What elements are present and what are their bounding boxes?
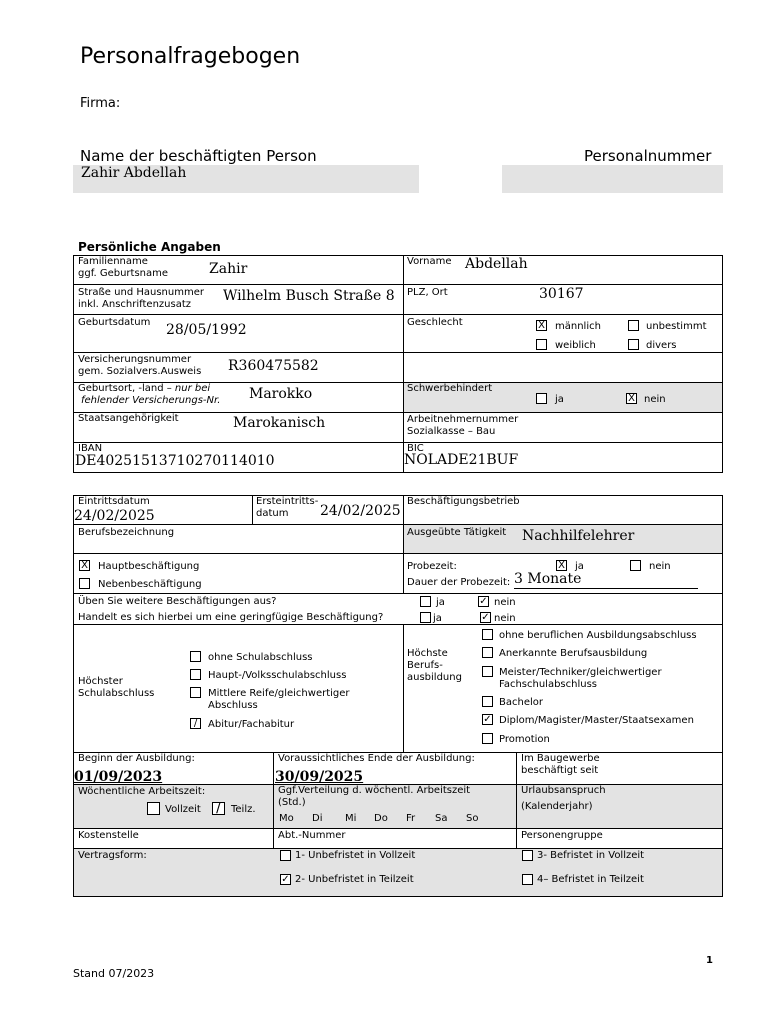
label-weitere-nein: nein: [494, 597, 516, 608]
geburtsort-label-1: Geburtsort, -land: [78, 383, 164, 394]
eintritt-label: Eintrittsdatum: [78, 496, 150, 507]
plz-value[interactable]: 30167: [539, 286, 584, 302]
label-vertrag-2: 2- Unbefristet in Teilzeit: [295, 874, 414, 885]
personalnummer-label: Personalnummer: [584, 147, 712, 165]
geburtsdatum-value[interactable]: 28/05/1992: [166, 322, 247, 338]
checkbox-ausbildung-0[interactable]: [482, 629, 493, 640]
label-weiblich: weiblich: [555, 340, 596, 351]
geburtsdatum-label: Geburtsdatum: [78, 317, 151, 328]
verteilung-label-2: (Std.): [278, 797, 306, 808]
strasse-value[interactable]: Wilhelm Busch Straße 8: [223, 288, 395, 304]
urlaub-label-2: (Kalenderjahr): [521, 801, 593, 812]
label-vollzeit: Vollzeit: [165, 804, 201, 815]
checkbox-neben[interactable]: [79, 578, 90, 589]
iban-value[interactable]: DE40251513710270114010: [75, 453, 275, 469]
day-so: So: [466, 813, 479, 824]
ausbildung-label-2: Berufs-: [407, 660, 443, 671]
woch-label: Wöchentliche Arbeitszeit:: [78, 786, 206, 797]
label-ausbildung-0: ohne beruflichen Ausbildungsabschluss: [499, 630, 697, 641]
label-neben: Nebenbeschäftigung: [98, 579, 202, 590]
checkbox-ausbildung-3[interactable]: [482, 696, 493, 707]
personalnummer-field[interactable]: [502, 165, 723, 193]
bau-label: [521, 753, 600, 777]
day-do: Do: [374, 813, 388, 824]
checkbox-ausbildung-4[interactable]: ✓: [483, 714, 492, 725]
geburtsort-label-dash: –: [163, 383, 175, 394]
label-schule-0: ohne Schulabschluss: [208, 652, 313, 663]
betrieb-label: Beschäftigungsbetrieb: [407, 496, 520, 507]
schule-label: [78, 676, 154, 700]
label-ausbildung-2: [499, 667, 662, 691]
checkbox-schule-2[interactable]: [190, 687, 201, 698]
checkbox-ausbildung-1[interactable]: [482, 647, 493, 658]
label-probe-nein: nein: [649, 561, 671, 572]
label-ausbildung-5: Promotion: [499, 734, 550, 745]
kosten-label: Kostenstelle: [78, 830, 139, 841]
ende-label: Voraussichtliches Ende der Ausbildung:: [278, 753, 475, 764]
label-haupt: Hauptbeschäftigung: [98, 561, 200, 572]
checkbox-schule-0[interactable]: [190, 651, 201, 662]
label-ausbildung-2a: Meister/Techniker/gleichwertiger: [499, 667, 662, 678]
weitere-question: Üben Sie weitere Beschäftigungen aus?: [78, 596, 277, 607]
strasse-label-1: Straße und Hausnummer: [78, 287, 204, 298]
geburtsort-label-italic-2: fehlender Versicherungs-Nr.: [81, 395, 221, 406]
taetigkeit-label: Ausgeübte Tätigkeit: [407, 527, 507, 538]
label-maennlich: männlich: [555, 321, 601, 332]
schule-label-2: Schulabschluss: [78, 688, 155, 699]
name-label: Name der beschäftigten Person: [80, 147, 317, 165]
checkbox-ausbildung-5[interactable]: [482, 733, 493, 744]
ersteintritt-label: [256, 496, 318, 520]
strasse-label-2: inkl. Anschriftenzusatz: [78, 299, 192, 310]
label-weitere-ja: ja: [436, 597, 445, 608]
vsnr-label-1: Versicherungsnummer: [78, 354, 192, 365]
dauer-value[interactable]: 3 Monate: [514, 571, 582, 587]
familienname-label-2: ggf. Geburtsname: [78, 268, 169, 279]
label-ausbildung-3: Bachelor: [499, 697, 543, 708]
page-number: 1: [706, 955, 713, 966]
checkbox-vertrag-1[interactable]: [280, 850, 291, 861]
arbeitnehmer-label-1: Arbeitnehmernummer: [407, 414, 519, 425]
label-schule-3: Abitur/Fachabitur: [208, 719, 295, 730]
vsnr-value[interactable]: R360475582: [228, 358, 319, 374]
eintritt-value[interactable]: 24/02/2025: [74, 508, 155, 524]
beginn-value[interactable]: 01/09/2023: [74, 769, 163, 785]
firma-label: Firma:: [80, 96, 121, 111]
label-sb-ja: ja: [555, 394, 564, 405]
day-fr: Fr: [406, 813, 416, 824]
checkbox-vertrag-3[interactable]: [522, 850, 533, 861]
familienname-value[interactable]: Zahir: [209, 261, 248, 277]
gering-question: Handelt es sich hierbei um eine geringfügige Beschäftigung?: [78, 612, 384, 623]
checkbox-schule-3[interactable]: /: [190, 718, 201, 729]
label-schule-2b: Abschluss: [208, 700, 258, 711]
label-probe-ja: ja: [575, 561, 584, 572]
label-schule-2: [208, 688, 350, 712]
checkbox-probe-ja[interactable]: X: [556, 560, 567, 571]
familienname-label: [78, 256, 168, 280]
checkbox-maennlich[interactable]: X: [536, 320, 547, 331]
checkbox-probe-nein[interactable]: [630, 560, 641, 571]
checkbox-vertrag-2[interactable]: ✓: [281, 874, 290, 885]
page-title: Personalfragebogen: [80, 44, 301, 69]
bic-label: BIC: [407, 443, 424, 454]
checkbox-weitere-ja[interactable]: [420, 596, 431, 607]
label-schule-1: Haupt-/Volksschulabschluss: [208, 670, 347, 681]
day-mo: Mo: [279, 813, 294, 824]
ende-value[interactable]: 30/09/2025: [275, 769, 364, 785]
label-vertrag-1: 1- Unbefristet in Vollzeit: [295, 850, 416, 861]
checkbox-ausbildung-2[interactable]: [482, 666, 493, 677]
vorname-label: Vorname: [407, 256, 452, 267]
dauer-underline: [514, 588, 698, 589]
footer-stand: Stand 07/2023: [73, 967, 155, 980]
bau-label-2: beschäftigt seit: [521, 765, 599, 776]
dauer-label: Dauer der Probezeit:: [407, 577, 511, 588]
checkbox-schule-1[interactable]: [190, 669, 201, 680]
checkbox-gering-nein[interactable]: ✓: [481, 612, 490, 623]
checkbox-sb-nein[interactable]: X: [626, 393, 637, 404]
label-divers: divers: [646, 340, 677, 351]
label-ausbildung-4: Diplom/Magister/Master/Staatsexamen: [499, 715, 694, 726]
ausbildung-label-3: ausbildung: [407, 672, 462, 683]
checkbox-sb-ja[interactable]: [536, 393, 547, 404]
vertrag-label: Vertragsform:: [78, 850, 147, 861]
checkbox-gering-ja[interactable]: [420, 612, 431, 623]
checkbox-unbestimmt[interactable]: [628, 320, 639, 331]
vsnr-label: [78, 354, 201, 378]
checkbox-weiblich[interactable]: [536, 339, 547, 350]
familienname-label-1: Familienname: [78, 256, 148, 267]
iban-label: IBAN: [78, 443, 103, 454]
urlaub-label-1: Urlaubsanspruch: [521, 785, 606, 796]
ersteintritt-label-2: datum: [256, 508, 289, 519]
staat-value[interactable]: Marokanisch: [233, 415, 326, 431]
strasse-label: [78, 287, 204, 311]
label-vertrag-3: 3- Befristet in Vollzeit: [537, 850, 645, 861]
checkbox-teilzeit[interactable]: /: [212, 802, 225, 815]
beginn-label: Beginn der Ausbildung:: [78, 753, 195, 764]
bic-value[interactable]: NOLADE21BUF: [404, 452, 519, 468]
schwerbehindert-label: Schwerbehindert: [407, 383, 493, 394]
vsnr-label-2: gem. Sozialvers.Ausweis: [78, 366, 202, 377]
label-ausbildung-2b: Fachschulabschluss: [499, 679, 598, 690]
staat-label: Staatsangehörigkeit: [78, 413, 179, 424]
vorname-value[interactable]: Abdellah: [465, 256, 528, 272]
label-gering-nein: nein: [494, 613, 516, 624]
label-teilzeit: Teilz.: [231, 804, 256, 815]
day-sa: Sa: [435, 813, 448, 824]
label-vertrag-4: 4– Befristet in Teilzeit: [537, 874, 644, 885]
checkbox-divers[interactable]: [628, 339, 639, 350]
ersteintritt-label-1: Ersteintritts-: [256, 496, 319, 507]
geburtsort-value[interactable]: Marokko: [249, 386, 313, 402]
checkbox-weitere-nein[interactable]: ✓: [479, 596, 488, 607]
taetigkeit-value[interactable]: Nachhilfelehrer: [522, 528, 635, 544]
day-mi: Mi: [345, 813, 357, 824]
geschlecht-label: Geschlecht: [407, 317, 463, 328]
ausbildung-label-1: Höchste: [407, 648, 448, 659]
verteilung-label-1: Ggf.Verteilung d. wöchentl. Arbeitszeit: [278, 785, 471, 796]
label-schule-2a: Mittlere Reife/gleichwertiger: [208, 688, 350, 699]
verteilung-label: [278, 785, 470, 809]
arbeitnehmer-label: [407, 414, 518, 438]
personen-label: Personengruppe: [521, 830, 603, 841]
label-unbestimmt: unbestimmt: [646, 321, 707, 332]
schule-label-1: Höchster: [78, 676, 123, 687]
geburtsort-label-italic-1: nur bei: [174, 383, 211, 394]
day-di: Di: [312, 813, 323, 824]
probezeit-label: Probezeit:: [407, 561, 457, 572]
checkbox-haupt[interactable]: X: [79, 560, 90, 571]
name-field[interactable]: [73, 165, 419, 193]
arbeitnehmer-label-2: Sozialkasse – Bau: [407, 426, 496, 437]
label-ausbildung-1: Anerkannte Berufsausbildung: [499, 648, 648, 659]
checkbox-vertrag-4[interactable]: [522, 874, 533, 885]
section-title-personal: Persönliche Angaben: [78, 240, 221, 254]
ersteintritt-value[interactable]: 24/02/2025: [320, 503, 401, 519]
name-value: Zahir Abdellah: [81, 165, 187, 181]
employment-table: [73, 495, 723, 897]
bau-label-1: Im Baugewerbe: [521, 753, 600, 764]
checkbox-vollzeit[interactable]: [147, 802, 160, 815]
plz-label: PLZ, Ort: [407, 287, 448, 298]
abt-label: Abt.-Nummer: [278, 830, 346, 841]
ausbildung-label: [407, 648, 462, 684]
urlaub-label: [521, 785, 606, 813]
label-gering-ja: ja: [433, 613, 442, 624]
beruf-label: Berufsbezeichnung: [78, 527, 175, 538]
label-sb-nein: nein: [644, 394, 666, 405]
geburtsort-label: [78, 383, 220, 407]
